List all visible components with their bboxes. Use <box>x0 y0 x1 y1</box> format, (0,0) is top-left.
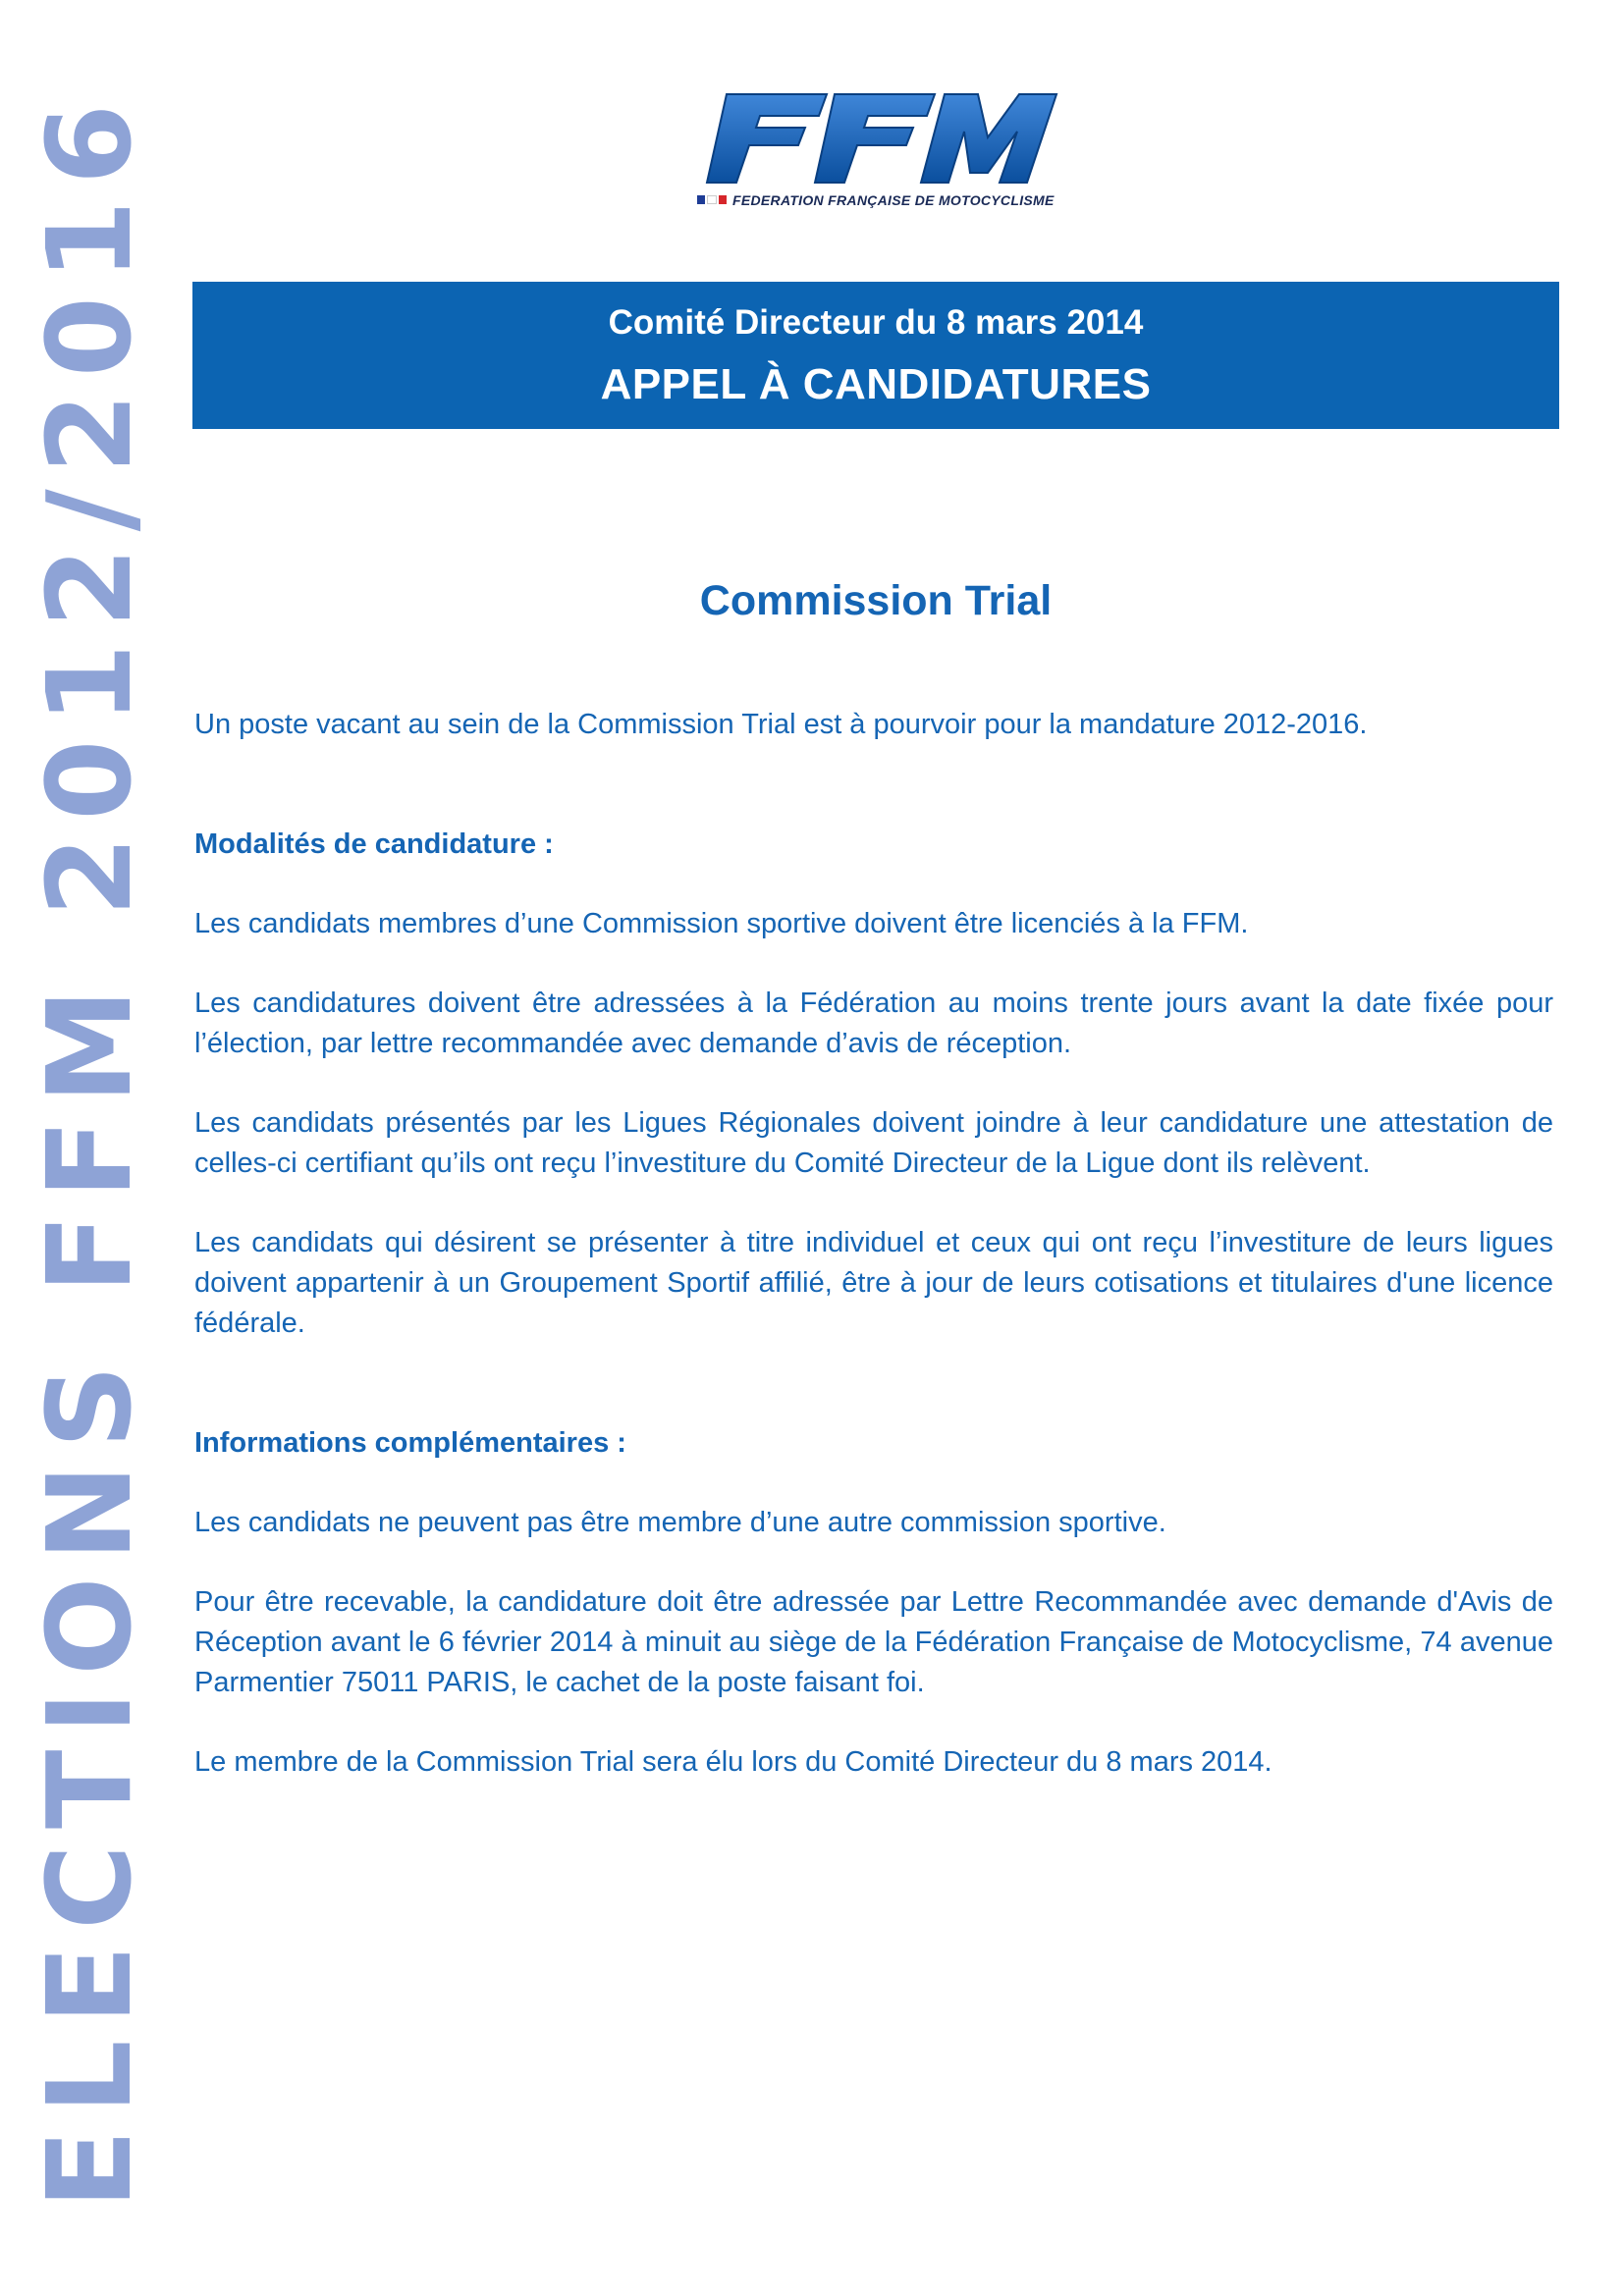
modalites-paragraph-4: Les candidats qui désirent se présenter à titre individuel et ceux qui ont reçu l’investiture de leurs ligues doivent appartenir à un Groupement Sportif affilié, être à jour de leurs cotisations et titulaires d'une licence fédérale. <box>194 1227 1553 1339</box>
informations-heading: Informations complémentaires : <box>194 1427 626 1459</box>
informations-paragraph-2: Pour être recevable, la candidature doit être adressée par Lettre Recommandée avec demande d'Avis de Réception avant le 6 février 2014 à minuit au siège de la Fédération Française de Motocyclisme, 74 avenue Parmentier 75011 PARIS, le cachet de la poste faisant foi. <box>194 1586 1553 1698</box>
modalites-heading: Modalités de candidature : <box>194 828 554 860</box>
modalites-paragraph-1: Les candidats membres d’une Commission sportive doivent être licenciés à la FFM. <box>194 908 1249 939</box>
section-title: Commission Trial <box>699 577 1053 624</box>
side-title-text: ELECTIONS FFM 2012/2016 <box>22 87 157 2210</box>
side-title <box>16 87 163 2210</box>
ffm-logo-mark <box>687 86 1080 194</box>
modalites-paragraph-3: Les candidats présentés par les Ligues Régionales doivent joindre à leur candidature une attestation de celles-ci certifiant qu’ils ont reçu l’investiture du Comité Directeur de la Ligue dont ils relèvent. <box>194 1107 1553 1179</box>
banner-title: APPEL À CANDIDATURES <box>600 360 1152 408</box>
document-body <box>194 705 1553 1783</box>
modalites-paragraph-2: Les candidatures doivent être adressées à la Fédération au moins trente jours avant la date fixée pour l’élection, par lettre recommandée avec demande d’avis de réception. <box>194 988 1553 1059</box>
informations-paragraph-1: Les candidats ne peuvent pas être membre d’une autre commission sportive. <box>194 1507 1166 1538</box>
tricolor-flag-icon <box>697 195 727 204</box>
logo-subtitle: FEDERATION FRANÇAISE DE MOTOCYCLISME <box>732 192 1055 208</box>
header-banner <box>192 282 1559 429</box>
banner-subtitle: Comité Directeur du 8 mars 2014 <box>608 303 1144 342</box>
intro-paragraph: Un poste vacant au sein de la Commission Trial est à pourvoir pour la mandature 2012-2016. <box>194 709 1368 740</box>
ffm-logo <box>687 86 1080 224</box>
informations-paragraph-3: Le membre de la Commission Trial sera élu lors du Comité Directeur du 8 mars 2014. <box>194 1746 1272 1778</box>
